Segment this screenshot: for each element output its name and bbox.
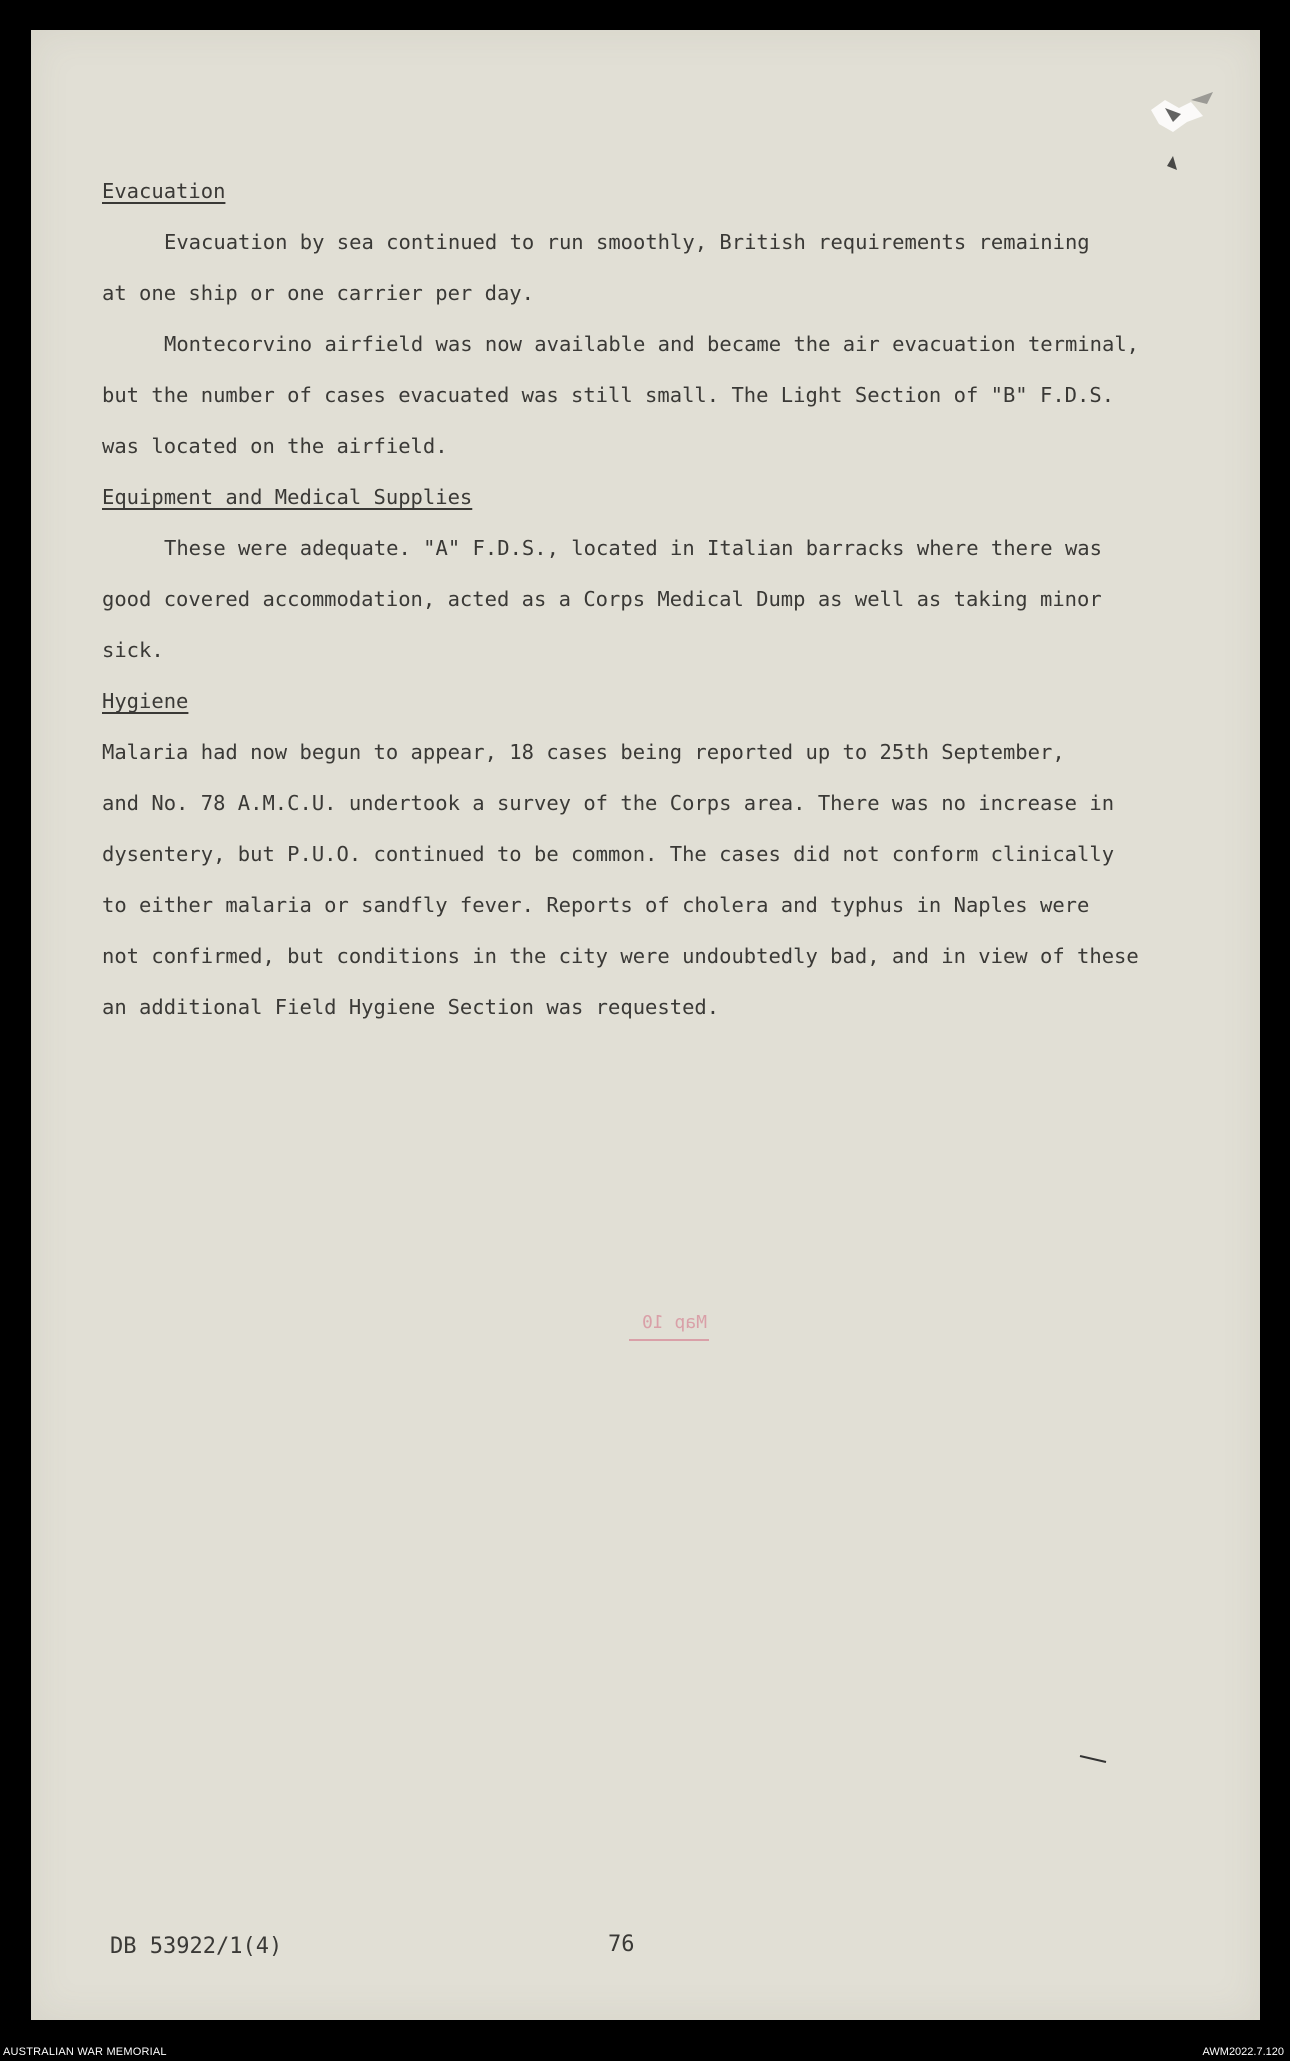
text-line: at one ship or one carrier per day. [102,281,534,305]
document-reference: DB 53922/1(4) [110,1934,283,1959]
document-body [102,166,1192,1033]
paper-damage-mark [1121,70,1241,180]
section-evacuation [102,166,1192,472]
text-line: These were adequate. "A" F.D.S., located in Italian barracks where there was [164,536,1102,560]
page-number: 76 [608,1932,635,1957]
paragraph [102,217,1192,319]
text-line: not confirmed, but conditions in the city were undoubtedly bad, and in view of these [102,944,1139,968]
section-heading: Equipment and Medical Supplies [102,485,473,509]
section-hygiene [102,676,1192,1033]
text-line: was located on the airfield. [102,434,448,458]
text-line: and No. 78 A.M.C.U. undertook a survey of the Corps area. There was no increase in [102,791,1115,815]
paragraph [102,727,1192,1033]
paragraph [102,523,1192,676]
text-line: Montecorvino airfield was now available and became the air evacuation terminal, [164,332,1140,356]
text-line: Evacuation by sea continued to run smoothly, British requirements remaining [164,230,1090,254]
text-line: but the number of cases evacuated was still small. The Light Section of "B" F.D.S. [102,383,1115,407]
text-line: good covered accommodation, acted as a Corps Medical Dump as well as taking minor [102,587,1102,611]
paragraph [102,319,1192,472]
section-equipment [102,472,1192,676]
faint-stamp [619,1306,709,1346]
section-heading: Hygiene [102,689,189,713]
section-heading: Evacuation [102,179,226,203]
text-line: an additional Field Hygiene Section was requested. [102,995,720,1019]
stamp-text: Map 10 [641,1312,707,1333]
stray-pen-mark [1076,1750,1116,1770]
archive-institution: AUSTRALIAN WAR MEMORIAL [3,2046,167,2058]
text-line: Malaria had now begun to appear, 18 cases being reported up to 25th September, [102,740,1065,764]
text-line: dysentery, but P.U.O. continued to be common. The cases did not conform clinically [102,842,1115,866]
archive-item-id: AWM2022.7.120 [1202,2046,1284,2058]
text-line: sick. [102,638,164,662]
text-line: to either malaria or sandfly fever. Reports of cholera and typhus in Naples were [102,893,1090,917]
